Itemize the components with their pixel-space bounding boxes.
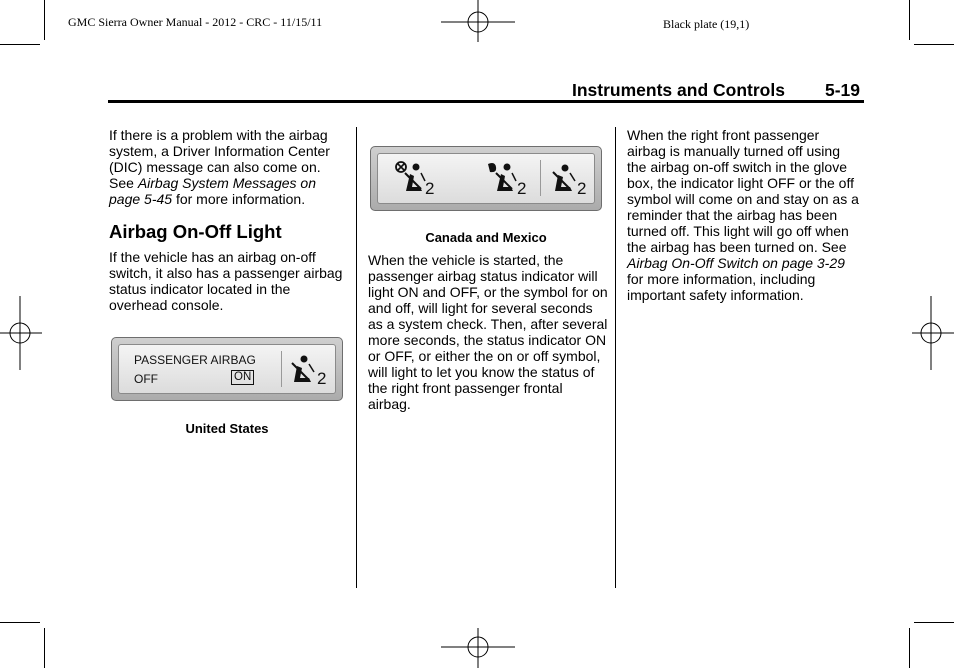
on-label: ON — [231, 370, 254, 385]
canada-mexico-indicator-panel — [370, 146, 602, 211]
seat-number-1: 2 — [425, 179, 435, 198]
intro-link[interactable]: Airbag System Messages on page 5-45 — [109, 175, 317, 207]
passenger-airbag-label: PASSENGER AIRBAG — [134, 353, 256, 367]
passenger-airbag-on-icon — [486, 161, 518, 195]
registration-mark-bottom — [441, 625, 515, 668]
manual-off-text: When the right front passenger airbag is manually turned off using the airbag on-off switch in the glove box, the indicator light OFF or the off symbol will come on and stay on as a reminder that the airbag has been turned off. This light will go off when the airbag has been turned on. See — [627, 127, 859, 255]
us-indicator-face — [118, 344, 336, 394]
seat-number-2: 2 — [517, 179, 527, 198]
registration-mark-right — [908, 296, 954, 370]
intro-paragraph — [109, 127, 349, 207]
intro-text: If there is a problem with the airbag system, a Driver Information Center (DIC) message can also come on. See — [109, 127, 330, 191]
canada-mexico-indicator-face — [377, 153, 595, 204]
figure-caption-canada-mexico: Canada and Mexico — [425, 230, 547, 245]
column-divider-2 — [615, 127, 616, 588]
seat-number-3: 2 — [577, 179, 587, 198]
header-rule — [108, 100, 864, 103]
us-indicator-panel — [111, 337, 343, 401]
seated-passenger-airbag-icon — [289, 354, 317, 386]
panel-separator — [281, 351, 282, 387]
column-divider-1 — [356, 127, 357, 588]
registration-mark-left — [0, 296, 46, 370]
system-check-paragraph: When the vehicle is started, the passenger airbag status indicator will light ON and OFF, or the symbol for on and off, will light for several seconds as a system check. Then, after several more seconds, the status indicator ON or OFF, or either the on or off symbol, will light to let you know the status of the right front passenger frontal airbag. — [368, 252, 608, 412]
panel-separator — [540, 160, 541, 196]
manual-info: GMC Sierra Owner Manual - 2012 - CRC - 11/15/11 — [68, 15, 323, 29]
manual-off-paragraph — [627, 127, 861, 303]
section-title: Instruments and Controls — [572, 80, 785, 100]
registration-mark-top — [441, 0, 515, 46]
heading-body: If the vehicle has an airbag on-off switch, it also has a passenger airbag status indicator located in the overhead console. — [109, 249, 343, 313]
page-number: 5-19 — [825, 80, 861, 100]
plate-info: Black plate (19,1) — [663, 17, 750, 31]
manual-off-text-end: for more information, including important safety information. — [627, 271, 816, 303]
seat-number: 2 — [317, 369, 327, 388]
off-label: OFF — [134, 372, 158, 386]
intro-text-end: for more information. — [172, 191, 306, 207]
switch-link[interactable]: Airbag On-Off Switch on page 3-29 — [627, 255, 845, 271]
figure-caption-us: United States — [185, 421, 269, 436]
seated-passenger-airbag-icon — [550, 163, 578, 195]
section-heading: Airbag On-Off Light — [109, 221, 282, 242]
passenger-airbag-off-icon — [395, 161, 427, 195]
